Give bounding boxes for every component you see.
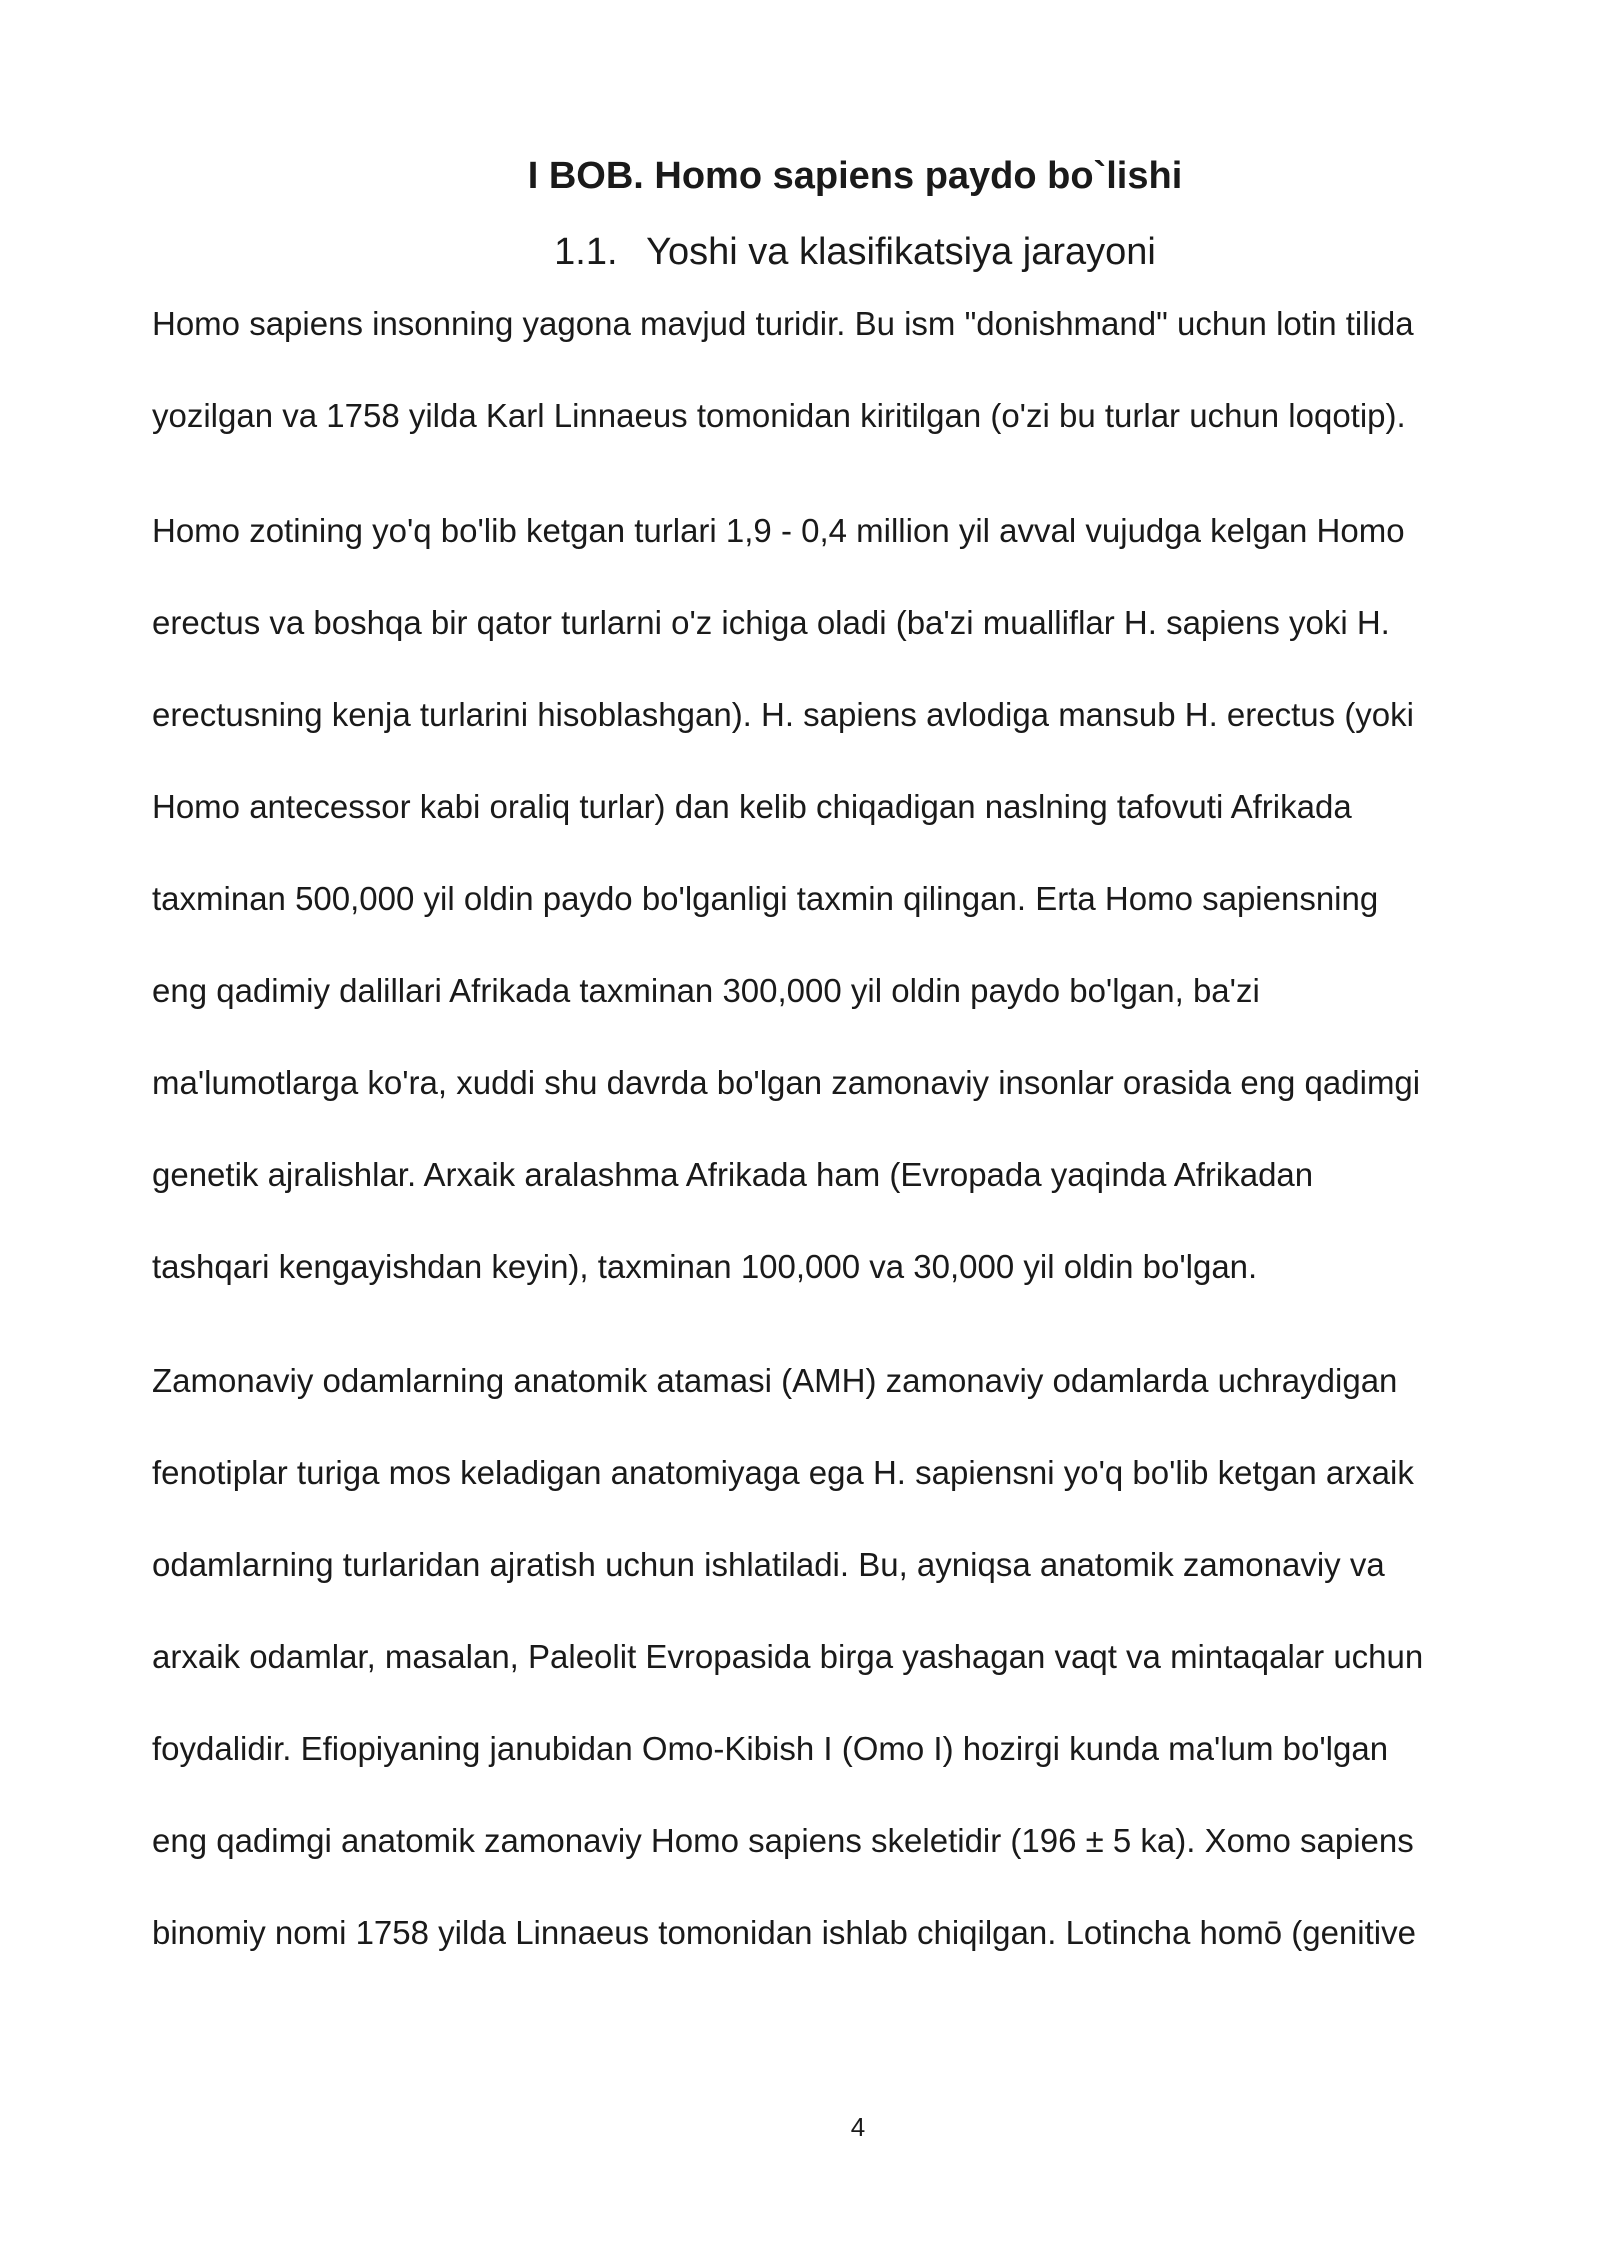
paragraph-line: tashqari kengayishdan keyin), taxminan 100,000 va 30,000 yil oldin bo'lgan.: [152, 1248, 1258, 1285]
paragraph-line: arxaik odamlar, masalan, Paleolit Evropasida birga yashagan vaqt va mintaqalar uchun: [152, 1638, 1424, 1675]
page-number: 4: [850, 2112, 866, 2142]
section-title: [0, 228, 1600, 276]
paragraph-line: eng qadimgi anatomik zamonaviy Homo sapiens skeletidir (196 ± 5 ka). Xomo sapiens: [152, 1822, 1414, 1859]
paragraph-2: [152, 485, 1492, 1313]
paragraph-line: yozilgan va 1758 yilda Karl Linnaeus tomonidan kiritilgan (o'zi bu turlar uchun loqotip).: [152, 397, 1406, 434]
paragraph-line: eng qadimiy dalillari Afrikada taxminan 300,000 yil oldin paydo bo'lgan, ba'zi: [152, 972, 1260, 1009]
paragraph-line: Zamonaviy odamlarning anatomik atamasi (AMH) zamonaviy odamlarda uchraydigan: [152, 1362, 1398, 1399]
paragraph-1: [152, 278, 1492, 462]
paragraph-line: odamlarning turlaridan ajratish uchun ishlatiladi. Bu, ayniqsa anatomik zamonaviy va: [152, 1546, 1385, 1583]
paragraph-line: taxminan 500,000 yil oldin paydo bo'lganligi taxmin qilingan. Erta Homo sapiensning: [152, 880, 1379, 917]
paragraph-line: Homo zotining yo'q bo'lib ketgan turlari 1,9 - 0,4 million yil avval vujudga kelgan Homo: [152, 512, 1405, 549]
chapter-title: I BOB. Homo sapiens paydo bo`lishi: [527, 155, 1183, 197]
paragraph-line: Homo sapiens insonning yagona mavjud turidir. Bu ism "donishmand" uchun lotin tilida: [152, 305, 1414, 342]
paragraph-line: fenotiplar turiga mos keladigan anatomiyaga ega H. sapiensni yo'q bo'lib ketgan arxaik: [152, 1454, 1414, 1491]
paragraph-line: genetik ajralishlar. Arxaik aralashma Afrikada ham (Evropada yaqinda Afrikadan: [152, 1156, 1314, 1193]
section-number: 1.1.: [554, 231, 618, 273]
paragraph-line: foydalidir. Efiopiyaning janubidan Omo-Kibish I (Omo I) hozirgi kunda ma'lum bo'lgan: [152, 1730, 1389, 1767]
paragraph-line: Homo antecessor kabi oraliq turlar) dan kelib chiqadigan naslning tafovuti Afrikada: [152, 788, 1352, 825]
paragraph-line: binomiy nomi 1758 yilda Linnaeus tomonidan ishlab chiqilgan. Lotincha homō (genitive: [152, 1914, 1416, 1951]
paragraph-3: [152, 1335, 1492, 1979]
paragraph-line: ma'lumotlarga ko'ra, xuddi shu davrda bo'lgan zamonaviy insonlar orasida eng qadimgi: [152, 1064, 1421, 1101]
section-heading-text: Yoshi va klasifikatsiya jarayoni: [646, 231, 1156, 273]
paragraph-line: erectus va boshqa bir qator turlarni o'z ichiga oladi (ba'zi mualliflar H. sapiens yoki H.: [152, 604, 1390, 641]
paragraph-line: erectusning kenja turlarini hisoblashgan). H. sapiens avlodiga mansub H. erectus (yoki: [152, 696, 1414, 733]
